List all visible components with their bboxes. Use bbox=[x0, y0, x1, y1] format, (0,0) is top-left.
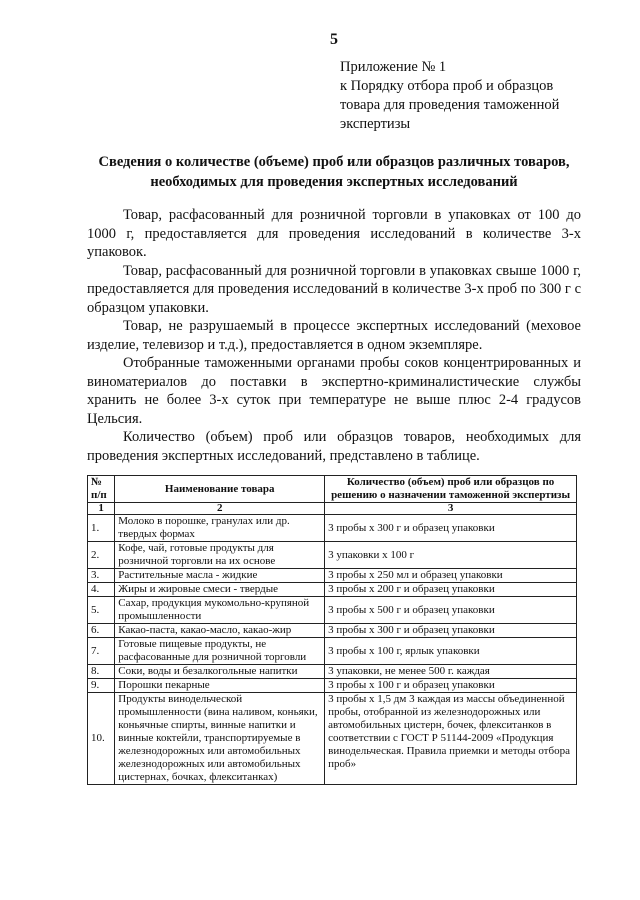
paragraph: Товар, расфасованный для розничной торговли в упаковках свыше 1000 г, предоставляется для проведения исследований в количестве 3-х проб по 300 г с образцом упаковки. bbox=[87, 262, 581, 316]
table-row bbox=[88, 624, 577, 638]
table-row bbox=[88, 679, 577, 693]
table-row bbox=[88, 638, 577, 665]
sample-quantity: 3 упаковки, не менее 500 г. каждая bbox=[325, 665, 577, 679]
table-header-row bbox=[88, 476, 577, 503]
samples-table bbox=[87, 475, 577, 785]
product-name: Молоко в порошке, гранулах или др. твердых формах bbox=[115, 515, 325, 542]
row-number: 5. bbox=[88, 597, 115, 624]
header-product-name: Наименование товара bbox=[115, 476, 325, 503]
product-name: Какао-паста, какао-масло, какао-жир bbox=[115, 624, 325, 638]
row-number: 10. bbox=[88, 693, 115, 785]
column-number-row bbox=[88, 503, 577, 515]
document-title bbox=[70, 152, 598, 192]
appendix-line: к Порядку отбора проб и образцов bbox=[340, 78, 554, 94]
table-row bbox=[88, 542, 577, 569]
sample-quantity: 3 пробы х 100 г и образец упаковки bbox=[325, 679, 577, 693]
body-text bbox=[87, 206, 581, 465]
row-number: 8. bbox=[88, 665, 115, 679]
product-name: Растительные масла - жидкие bbox=[115, 569, 325, 583]
sample-quantity: 3 пробы х 300 г и образец упаковки bbox=[325, 515, 577, 542]
paragraph: Товар, не разрушаемый в процессе экспертных исследований (меховое изделие, телевизор и т.д.), предоставляется в одном экземпляре. bbox=[87, 318, 581, 353]
page-number: 5 bbox=[330, 31, 338, 48]
table-row bbox=[88, 665, 577, 679]
product-name: Порошки пекарные bbox=[115, 679, 325, 693]
paragraph: Количество (объем) проб или образцов товаров, необходимых для проведения экспертных исследований, представлено в таблице. bbox=[87, 429, 581, 464]
row-number: 6. bbox=[88, 624, 115, 638]
product-name: Жиры и жировые смеси - твердые bbox=[115, 583, 325, 597]
sample-quantity: 3 пробы х 250 мл и образец упаковки bbox=[325, 569, 577, 583]
row-number: 3. bbox=[88, 569, 115, 583]
sample-quantity: 3 пробы х 1,5 дм 3 каждая из массы объединенной пробы, отобранной из железнодорожных или автомобильных цистерн, бочек, флекситанков в соответствии с ГОСТ Р 51144-2009 «Продукция винодельческая. Правила приемки и методы отбора проб» bbox=[325, 693, 577, 785]
title-line: Сведения о количестве (объеме) проб или образцов различных товаров, bbox=[98, 154, 570, 170]
row-number: 4. bbox=[88, 583, 115, 597]
product-name: Сахар, продукция мукомольно-крупяной промышленности bbox=[115, 597, 325, 624]
table-row bbox=[88, 569, 577, 583]
title-line: необходимых для проведения экспертных исследований bbox=[150, 174, 518, 190]
document-page bbox=[87, 0, 581, 805]
table-row bbox=[88, 693, 577, 785]
row-number: 1. bbox=[88, 515, 115, 542]
sample-quantity: 3 пробы х 100 г, ярлык упаковки bbox=[325, 638, 577, 665]
sample-quantity: 3 пробы х 200 г и образец упаковки bbox=[325, 583, 577, 597]
header-quantity: Количество (объем) проб или образцов по решению о назначении таможенной экспертизы bbox=[325, 476, 577, 503]
sample-quantity: 3 пробы х 500 г и образец упаковки bbox=[325, 597, 577, 624]
header-number: № п/п bbox=[88, 476, 115, 503]
row-number: 9. bbox=[88, 679, 115, 693]
paragraph: Товар, расфасованный для розничной торговли в упаковках от 100 до 1000 г, предоставляется для проведения исследований в количестве 3-х упаковок. bbox=[87, 207, 581, 260]
paragraph: Отобранные таможенными органами пробы соков концентрированных и виноматериалов до поставки в экспертно-криминалистические службы хранить не более 3-х суток при температуре не выше плюс 2-4 градусов Цельсия. bbox=[87, 355, 581, 427]
appendix-line: Приложение № 1 bbox=[340, 59, 447, 75]
appendix-line: экспертизы bbox=[340, 116, 411, 132]
product-name: Соки, воды и безалкогольные напитки bbox=[115, 665, 325, 679]
column-number: 1 bbox=[88, 503, 115, 515]
product-name: Продукты винодельческой промышленности (вина наливом, коньяки, коньячные спирты, винные напитки и винные коктейли, транспортируемые в железнодорожных или автомобильных железнодорожных или автомобильных цистернах, бочках, флекситанках) bbox=[115, 693, 325, 785]
table-row bbox=[88, 583, 577, 597]
table-row bbox=[88, 597, 577, 624]
column-number: 2 bbox=[115, 503, 325, 515]
product-name: Кофе, чай, готовые продукты для розничной торговли на их основе bbox=[115, 542, 325, 569]
sample-quantity: 3 упаковки х 100 г bbox=[325, 542, 577, 569]
sample-quantity: 3 пробы х 300 г и образец упаковки bbox=[325, 624, 577, 638]
table-row bbox=[88, 515, 577, 542]
appendix-line: товара для проведения таможенной bbox=[340, 97, 560, 113]
column-number: 3 bbox=[325, 503, 577, 515]
appendix-heading bbox=[340, 58, 590, 134]
row-number: 7. bbox=[88, 638, 115, 665]
row-number: 2. bbox=[88, 542, 115, 569]
product-name: Готовые пищевые продукты, не расфасованные для розничной торговли bbox=[115, 638, 325, 665]
